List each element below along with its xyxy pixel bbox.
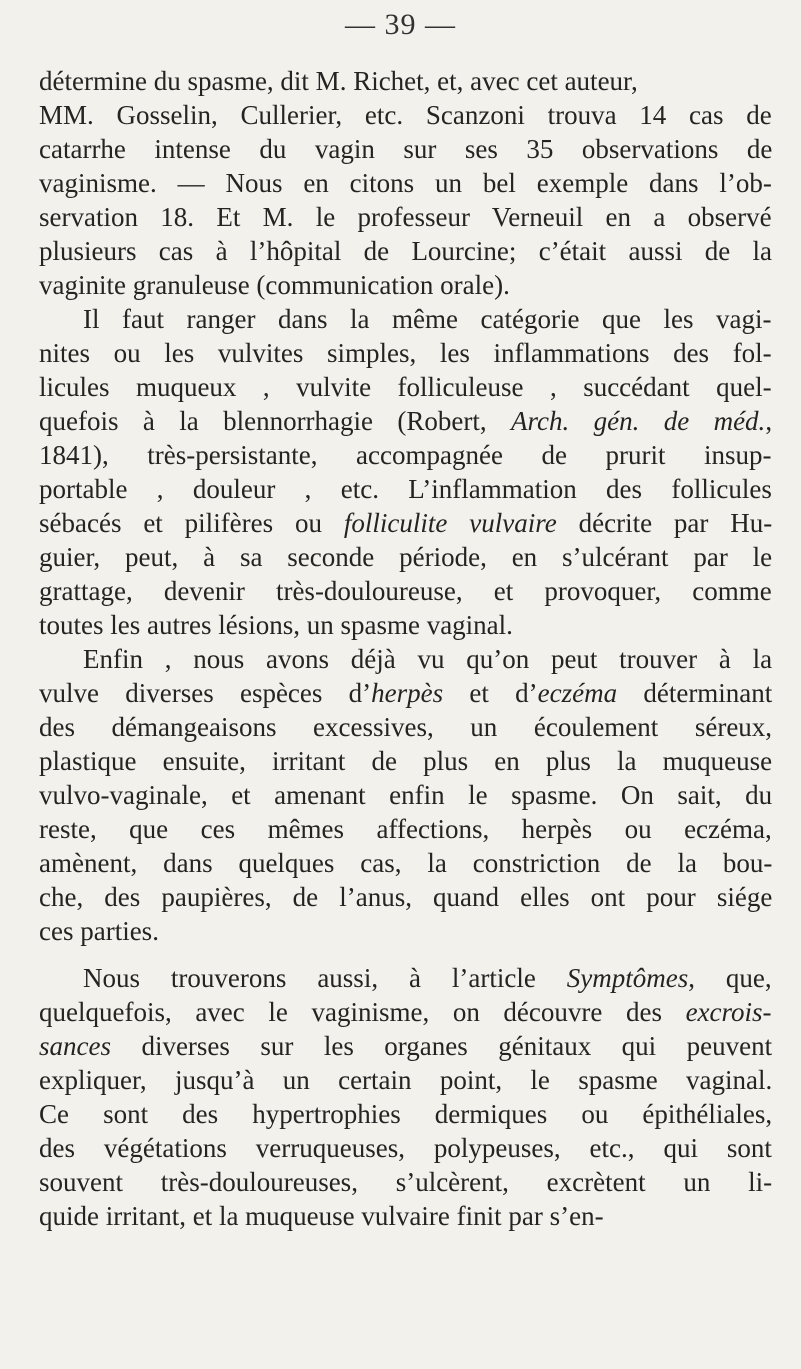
text-line: sances diverses sur les organes génitaux qui peuvent	[39, 1031, 773, 1061]
page-number: — 39 —	[345, 8, 456, 41]
text-line: des démangeaisons excessives, un écoulement séreux,	[39, 712, 773, 742]
text-line: sébacés et pilifères ou folliculite vulvaire décrite par Hu-	[39, 508, 773, 538]
text-line: 1841), très-persistante, accompagnée de prurit insup-	[39, 440, 772, 470]
text-line: reste, que ces mêmes affections, herpès ou eczéma,	[39, 814, 772, 844]
text-line: portable , douleur , etc. L’inflammation des follicules	[39, 474, 772, 504]
text-line: MM. Gosselin, Cullerier, etc. Scanzoni trouva 14 cas de	[39, 100, 772, 130]
text-line: grattage, devenir très-douloureuse, et provoquer, comme	[39, 576, 772, 606]
text-line: expliquer, jusqu’à un certain point, le spasme vaginal.	[39, 1065, 773, 1095]
text-line: ces parties.	[39, 916, 159, 946]
text-line: amènent, dans quelques cas, la constriction de la bou-	[39, 848, 773, 878]
text-line: toutes les autres lésions, un spasme vaginal.	[39, 610, 513, 640]
text-line: vaginite granuleuse (communication orale).	[39, 270, 510, 300]
text-line: vaginisme. — Nous en citons un bel exemple dans l’ob-	[39, 168, 772, 198]
text-line: Il faut ranger dans la même catégorie que les vagi-	[83, 304, 772, 334]
text-line: quelquefois, avec le vaginisme, on découvre des excrois-	[39, 997, 772, 1027]
text-line: licules muqueux , vulvite folliculeuse , succédant quel-	[39, 372, 772, 402]
text-line: guier, peut, à sa seconde période, en s’ulcérant par le	[39, 542, 773, 572]
text-line: détermine du spasme, dit M. Richet, et, avec cet auteur,	[39, 66, 638, 96]
text-line: plastique ensuite, irritant de plus en plus la muqueuse	[39, 746, 773, 776]
text-line: quefois à la blennorrhagie (Robert, Arch. gén. de méd.,	[39, 406, 773, 436]
text-line: vulve diverses espèces d’herpès et d’eczéma déterminant	[39, 678, 773, 708]
text-line: che, des paupières, de l’anus, quand elles ont pour siége	[39, 882, 773, 912]
text-line: Ce sont des hypertrophies dermiques ou épithéliales,	[39, 1099, 773, 1129]
text-line: catarrhe intense du vagin sur ses 35 observations de	[39, 134, 773, 164]
text-line: Nous trouverons aussi, à l’article Symptômes, que,	[83, 963, 772, 993]
text-line: servation 18. Et M. le professeur Verneuil en a observé	[39, 202, 772, 232]
text-line: nites ou les vulvites simples, les inflammations des fol-	[39, 338, 772, 368]
text-line: souvent très-douloureuses, s’ulcèrent, excrètent un li-	[39, 1167, 773, 1197]
text-line: Enfin , nous avons déjà vu qu’on peut trouver à la	[83, 644, 773, 674]
text-line: quide irritant, et la muqueuse vulvaire finit par s’en-	[39, 1201, 604, 1231]
text-line: plusieurs cas à l’hôpital de Lourcine; c’était aussi de la	[39, 236, 773, 266]
text-line: vulvo-vaginale, et amenant enfin le spasme. On sait, du	[39, 780, 773, 810]
text-line: des végétations verruqueuses, polypeuses, etc., qui sont	[39, 1133, 772, 1163]
